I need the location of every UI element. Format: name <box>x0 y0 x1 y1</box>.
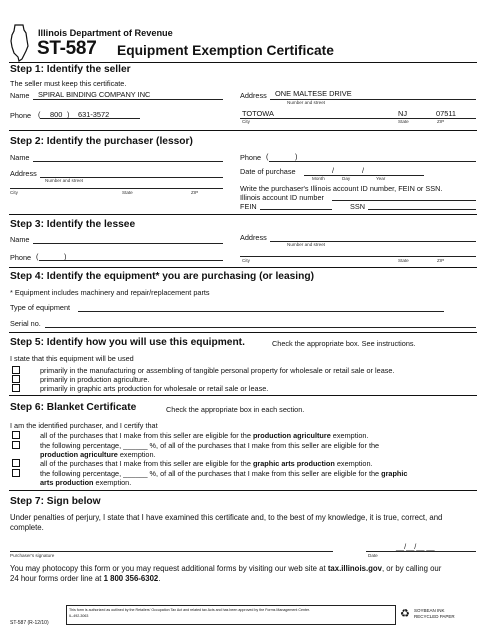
lessee-phone-field[interactable] <box>39 260 223 261</box>
use-manufacturing-checkbox[interactable] <box>12 366 20 374</box>
step1-note: The seller must keep this certificate. <box>10 79 127 88</box>
signature-date-label: Date <box>368 553 378 558</box>
purchaser-name-label: Name <box>10 153 30 162</box>
seller-phone-number-field[interactable]: 631-3572 <box>78 110 110 119</box>
website-link[interactable]: tax.illinois.gov <box>327 564 382 573</box>
seller-address-field[interactable]: ONE MALTESE DRIVE <box>275 89 352 98</box>
day-sublabel: Day <box>342 176 351 181</box>
seller-city-sublabel: City <box>242 119 250 124</box>
step5-intro: I state that this equipment will be used <box>10 354 134 363</box>
seller-address-label: Address <box>240 91 267 100</box>
seller-address-sublabel: Number and street <box>287 100 326 105</box>
equipment-footnote: * Equipment includes machinery and repair/replacement parts <box>10 288 210 297</box>
lessee-state-sublabel: State <box>398 258 409 263</box>
month-sublabel: Month <box>312 176 325 181</box>
form-code: ST-587 (R-12/10) <box>10 620 49 626</box>
lessee-phone-open-paren: ( <box>36 252 39 261</box>
purchaser-phone-open-paren: ( <box>266 152 269 161</box>
lessee-address-sublabel: Number and street <box>287 242 326 247</box>
use-graphic-arts-checkbox[interactable] <box>12 384 20 392</box>
all-graphic-arts-label: all of the purchases that I make from this seller are eligible for the graphic arts production exemption. <box>40 459 373 468</box>
all-agriculture-checkbox[interactable] <box>12 431 20 439</box>
serial-number-field[interactable] <box>45 327 476 328</box>
purchaser-state-sublabel: State <box>122 190 133 195</box>
percent-agriculture-label: the following percentage, ______ %, of all of the purchases that I make from this seller are eligible for the <box>40 441 380 450</box>
illinois-state-outline-icon <box>9 24 29 62</box>
percent-graphic-arts-checkbox[interactable] <box>12 469 20 477</box>
recycled-paper-label: RECYCLED PAPER <box>414 614 455 619</box>
seller-city-field[interactable]: TOTOWA <box>242 109 274 118</box>
purchaser-phone-label: Phone <box>240 153 262 162</box>
equipment-type-label: Type of equipment <box>10 303 71 312</box>
seller-state-sublabel: State <box>398 119 409 124</box>
purchaser-signature-field[interactable] <box>10 551 333 552</box>
purchaser-address-label: Address <box>10 169 37 178</box>
lessee-city-field[interactable] <box>240 256 476 257</box>
fein-label: FEIN <box>240 202 257 211</box>
lessee-address-label: Address <box>240 233 267 242</box>
all-graphic-arts-checkbox[interactable] <box>12 459 20 467</box>
date-slash-2: / <box>362 166 365 175</box>
seller-name-field[interactable]: SPIRAL BINDING COMPANY INC <box>38 90 151 99</box>
purchaser-zip-sublabel: ZIP <box>191 190 199 195</box>
seller-zip-sublabel: ZIP <box>437 119 445 124</box>
account-id-label: Illinois account ID number <box>240 193 324 202</box>
step4-heading: Step 4: Identify the equipment* you are purchasing (or leasing) <box>10 271 314 282</box>
lessee-name-label: Name <box>10 235 30 244</box>
photocopy-note: You may photocopy this form or you may request additional forms by visiting our web site at tax.illinois.gov, or by calling our <box>10 564 442 573</box>
ssn-label: SSN <box>350 202 366 211</box>
step3-heading: Step 3: Identify the lessee <box>10 219 136 230</box>
seller-zip-field[interactable]: 07511 <box>436 109 457 118</box>
equipment-type-field[interactable] <box>78 311 444 312</box>
form-id: ST-587 <box>37 38 97 59</box>
purchaser-address-sublabel: Number and street <box>45 178 84 183</box>
use-agriculture-label: primarily in production agriculture. <box>40 375 150 384</box>
percent-graphic-arts-label: the following percentage, ______ %, of all of the purchases that I make from this seller are eligible for the graphic <box>40 469 408 478</box>
purchaser-phone-close-paren: ) <box>295 152 298 161</box>
fein-field[interactable] <box>260 209 332 210</box>
seller-name-label: Name <box>10 91 30 100</box>
lessee-city-sublabel: City <box>242 258 250 263</box>
perjury-statement: Under penalties of perjury, I state that I have examined this certificate and, to the best of my knowledge, it is true, correct, and <box>10 513 443 522</box>
use-manufacturing-label: primarily in the manufacturing or assembling of tangible personal property for wholesale or retail sale or lease. <box>40 366 395 375</box>
step5-heading-note: Check the appropriate box. See instructions. <box>272 339 416 348</box>
percent-agriculture-checkbox[interactable] <box>12 441 20 449</box>
perjury-statement-cont: complete. <box>10 523 44 532</box>
seller-phone-label: Phone <box>10 111 32 120</box>
authorization-text: This form is authorized as outlined by the Retailers' Occupation Tax Act and related tax Acts and has been approved by the Forms Management Center. <box>69 608 310 612</box>
soybean-ink-label: SOYBEAN INK <box>414 608 445 613</box>
il-code: IL-492-3063 <box>69 614 89 618</box>
use-graphic-arts-label: primarily in graphic arts production for wholesale or retail sale or lease. <box>40 384 269 393</box>
step6-heading: Step 6: Blanket Certificate <box>10 402 137 413</box>
purchaser-name-field[interactable] <box>33 161 223 162</box>
all-agriculture-label: all of the purchases that I make from this seller are eligible for the production agriculture exemption. <box>40 431 369 440</box>
seller-phone-area-field[interactable]: 800 <box>50 110 63 119</box>
step1-heading: Step 1: Identify the seller <box>10 64 131 75</box>
seller-phone-open-paren: ( <box>38 110 41 119</box>
step2-heading: Step 2: Identify the purchaser (lessor) <box>10 136 193 147</box>
lessee-zip-sublabel: ZIP <box>437 258 445 263</box>
percent-agriculture-label-cont: production agriculture exemption. <box>40 450 156 459</box>
lessee-name-field[interactable] <box>33 243 223 244</box>
seller-state-field[interactable]: NJ <box>398 109 408 118</box>
signature-date-field[interactable]: __/__/__ __ <box>396 542 435 551</box>
purchaser-id-note: Write the purchaser's Illinois account ID number, FEIN or SSN. <box>240 184 443 193</box>
account-id-field[interactable] <box>332 200 476 201</box>
date-of-purchase-label: Date of purchase <box>240 167 296 176</box>
use-agriculture-checkbox[interactable] <box>12 375 20 383</box>
lessee-phone-close-paren: ) <box>64 252 67 261</box>
year-sublabel: Year <box>376 176 386 181</box>
form-title: Equipment Exemption Certificate <box>117 43 334 58</box>
agency-name: Illinois Department of Revenue <box>38 28 173 38</box>
signature-label: Purchaser's signature <box>10 553 55 558</box>
ssn-field[interactable] <box>368 209 476 210</box>
purchaser-city-sublabel: City <box>10 190 18 195</box>
step6-intro: I am the identified purchaser, and I certify that <box>10 421 158 430</box>
serial-number-label: Serial no. <box>10 319 41 328</box>
purchaser-city-field[interactable] <box>10 188 223 189</box>
step6-heading-note: Check the appropriate box in each section. <box>166 405 305 414</box>
lessee-phone-label: Phone <box>10 253 32 262</box>
seller-phone-close-paren: ) <box>67 110 70 119</box>
percent-graphic-arts-label-cont: arts production exemption. <box>40 478 132 487</box>
forms-order-note: 24 hour forms order line at 1 800 356-6302. <box>10 574 161 583</box>
soybean-recycle-icon: ♻ <box>400 608 410 620</box>
purchaser-phone-field[interactable] <box>269 161 476 162</box>
date-slash-1: / <box>332 166 335 175</box>
step5-heading: Step 5: Identify how you will use this equipment. <box>10 337 245 348</box>
step7-heading: Step 7: Sign below <box>10 496 101 507</box>
